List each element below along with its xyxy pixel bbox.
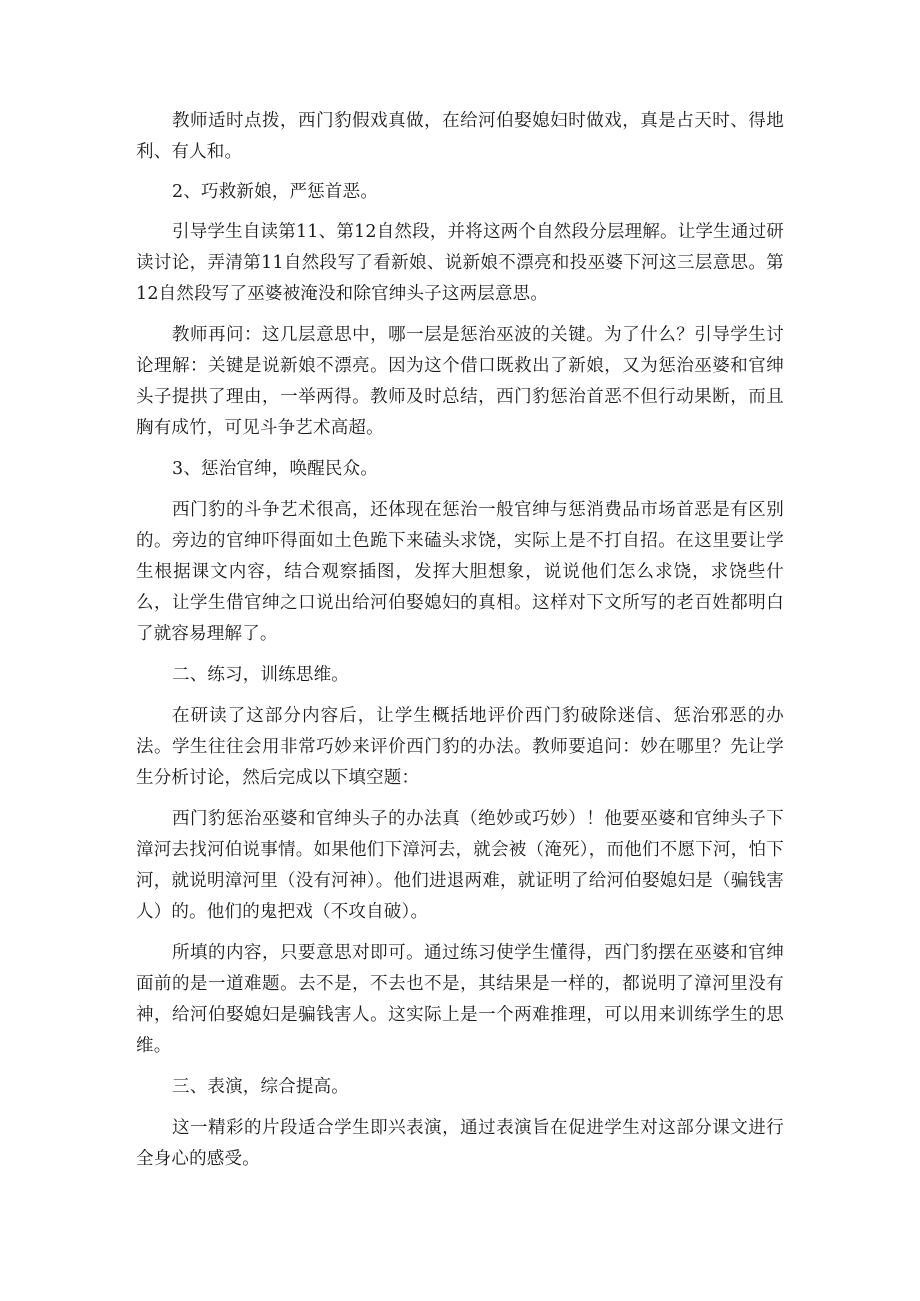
paragraph-struggle-art: 西门豹的斗争艺术很高，还体现在惩治一般官绅与惩消费品市场首恶是有区别的。旁边的官绅吓得面如土色跪下来磕头求饶，实际上是不打自招。在这里要让学生根据课文内容，结合观察插图，发挥大胆想象，说说他们怎么求饶，求饶些什么，让学生借官绅之口说出给河伯娶媳妇的真相。这样对下文所写的老百姓都明白了就容易理解了。 <box>136 500 784 644</box>
paragraph-teacher-hint: 教师适时点拨，西门豹假戏真做，在给河伯娶媳妇时做戏，真是占天时、得地利、有人和。 <box>136 111 784 162</box>
heading-rescue-bride: 2、巧救新娘，严惩首恶。 <box>172 182 379 202</box>
paragraph-dilemma: 所填的内容，只要意思对即可。通过练习使学生懂得，西门豹摆在巫婆和官绅面前的是一道难题。去不是，不去也不是，其结果是一样的，都说明了漳河里没有神，给河伯娶媳妇是骗钱害人。这实际上是一个两难推理，可以用来训练学生的思维。 <box>136 943 784 1056</box>
heading-punish-officials: 3、惩治官绅，唤醒民众。 <box>172 459 379 479</box>
heading-practice-thinking: 二、练习，训练思维。 <box>172 665 349 685</box>
paragraph-evaluate-method: 在研读了这部分内容后，让学生概括地评价西门豹破除迷信、惩治邪恶的办法。学生往往会用非常巧妙来评价西门豹的办法。教师要追问：妙在哪里？先让学生分析讨论，然后完成以下填空题： <box>136 706 784 788</box>
paragraph-teacher-question: 教师再问：这几层意思中，哪一层是惩治巫波的关键。为了什么？引导学生讨论理解：关键是说新娘不漂亮。因为这个借口既救出了新娘，又为惩治巫婆和官绅头子提拱了理由，一举两得。教师及时总结，西门豹惩治首恶不但行动果断，而且胸有成竹，可见斗争艺术高超。 <box>136 325 784 438</box>
heading-performance: 三、表演，综合提高。 <box>172 1077 349 1097</box>
paragraph-performance: 这一精彩的片段适合学生即兴表演，通过表演旨在促进学生对这部分课文进行全身心的感受。 <box>136 1118 784 1169</box>
paragraph-guide-reading: 引导学生自读第11、第12自然段，并将这两个自然段分层理解。让学生通过研读讨论，弄清第11自然段写了看新娘、说新娘不漂亮和投巫婆下河这三层意思。第12自然段写了巫婆被淹没和除官绅头子这两层意思。 <box>136 222 784 304</box>
document-body <box>136 106 784 1175</box>
paragraph-fill-blanks: 西门豹惩治巫婆和官绅头子的办法真（绝妙或巧妙）！他要巫婆和官绅头子下漳河去找河伯说事情。如果他们下漳河去，就会被（淹死），而他们不愿下河，怕下河，就说明漳河里（没有河神）。他们进退两难，就证明了给河伯娶媳妇是（骗钱害人）的。他们的鬼把戏（不攻自破）。 <box>136 809 784 922</box>
